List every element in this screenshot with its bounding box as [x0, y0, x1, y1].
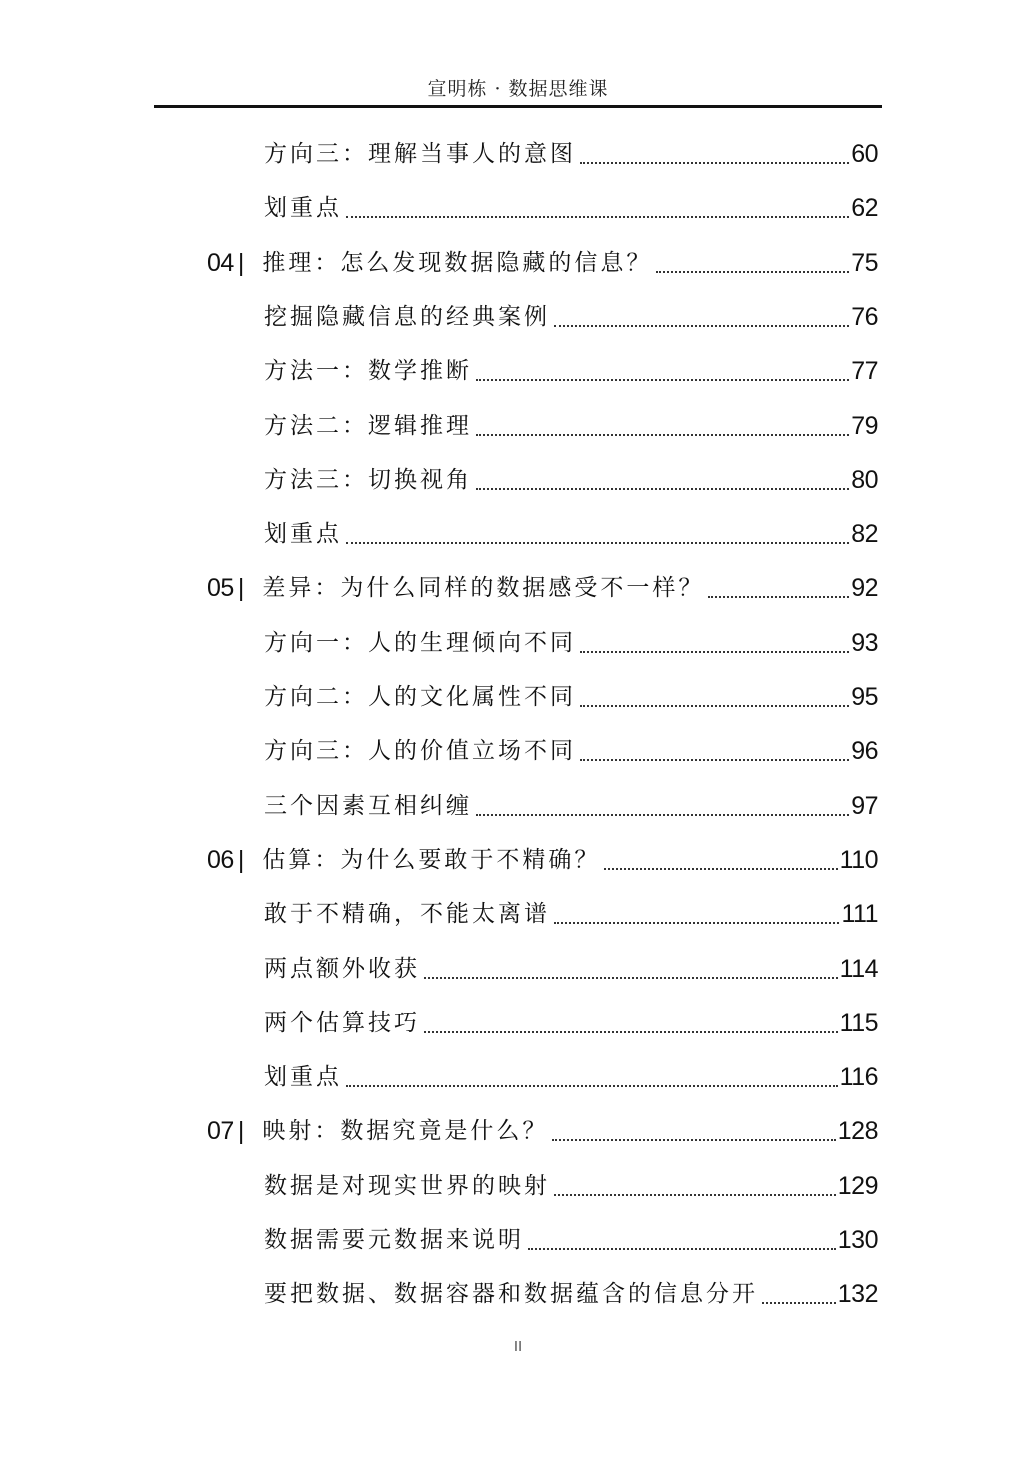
entry-page-number: 80 — [851, 465, 878, 494]
dot-leader — [346, 215, 849, 218]
dot-leader — [580, 758, 849, 761]
dot-leader — [424, 976, 838, 979]
entry-page-number: 96 — [851, 737, 878, 766]
toc-section-entry[interactable] — [264, 1001, 878, 1045]
chapter-number: 05 — [207, 574, 234, 603]
chapter-number: 04 — [207, 248, 234, 277]
dot-leader — [346, 541, 849, 544]
entry-title: 挖掘隐藏信息的经典案例 — [264, 303, 550, 330]
toc-section-entry[interactable] — [264, 458, 878, 502]
entry-title: 估算：为什么要敢于不精确？ — [262, 846, 601, 873]
dot-leader — [554, 921, 839, 924]
toc-section-entry[interactable] — [264, 1055, 878, 1099]
entry-page-number: 79 — [851, 411, 878, 440]
entry-title: 映射：数据究竟是什么？ — [262, 1118, 549, 1145]
toc-section-entry[interactable] — [264, 1272, 878, 1316]
toc-section-entry[interactable] — [264, 1218, 878, 1262]
dot-leader — [552, 1138, 835, 1141]
chapter-number: 06 — [207, 845, 234, 874]
toc-section-entry[interactable] — [264, 621, 878, 665]
dot-leader — [580, 161, 849, 164]
dot-leader — [762, 1301, 836, 1304]
dot-leader — [424, 1030, 838, 1033]
entry-title: 方法二：逻辑推理 — [264, 412, 472, 439]
entry-page-number: 115 — [839, 1008, 878, 1037]
entry-page-number: 97 — [851, 791, 878, 820]
toc-section-entry[interactable] — [264, 729, 878, 773]
toc-section-entry[interactable] — [264, 784, 878, 828]
entry-page-number: 128 — [837, 1117, 878, 1146]
toc-chapter-entry[interactable] — [207, 566, 878, 610]
entry-page-number: 110 — [839, 845, 878, 874]
dot-leader — [476, 487, 849, 490]
entry-title: 方向三：理解当事人的意图 — [264, 141, 576, 167]
toc-section-entry[interactable] — [264, 1164, 878, 1208]
toc-section-entry[interactable] — [264, 892, 878, 936]
toc-section-entry[interactable] — [264, 349, 878, 393]
dot-leader — [656, 270, 849, 273]
entry-title: 划重点 — [264, 521, 342, 548]
chapter-separator: | — [237, 845, 245, 874]
running-header: 宣明栋 · 数据思维课 — [427, 78, 609, 100]
entry-title: 要把数据、数据容器和数据蕴含的信息分开 — [264, 1281, 758, 1308]
entry-page-number: 116 — [839, 1063, 878, 1092]
header-rule — [154, 105, 882, 108]
chapter-separator: | — [237, 1117, 245, 1146]
dot-leader — [476, 378, 849, 381]
entry-title: 推理：怎么发现数据隐藏的信息？ — [262, 249, 653, 276]
entry-page-number: 111 — [841, 900, 878, 929]
toc-section-entry[interactable] — [264, 947, 878, 991]
entry-page-number: 82 — [851, 520, 878, 549]
toc-chapter-entry[interactable] — [207, 1109, 878, 1153]
entry-title: 划重点 — [264, 1064, 342, 1091]
toc-chapter-entry[interactable] — [207, 241, 878, 285]
toc-section-entry[interactable] — [264, 186, 878, 230]
dot-leader — [708, 595, 849, 598]
entry-page-number: 77 — [851, 357, 878, 386]
entry-title: 划重点 — [264, 195, 342, 222]
toc-section-entry[interactable] — [264, 295, 878, 339]
entry-page-number: 76 — [851, 302, 878, 331]
entry-title: 两个估算技巧 — [264, 1009, 420, 1036]
toc-section-entry[interactable] — [264, 132, 878, 176]
entry-title: 数据需要元数据来说明 — [264, 1227, 524, 1253]
chapter-number: 07 — [207, 1117, 234, 1146]
dot-leader — [554, 1193, 836, 1196]
dot-leader — [554, 324, 849, 327]
entry-title: 三个因素互相纠缠 — [264, 792, 472, 819]
chapter-separator: | — [237, 574, 245, 603]
entry-title: 方法一：数学推断 — [264, 358, 472, 385]
dot-leader — [580, 704, 849, 707]
entry-page-number: 60 — [851, 140, 878, 168]
entry-page-number: 129 — [837, 1171, 878, 1200]
entry-title: 方法三：切换视角 — [264, 466, 472, 493]
dot-leader — [580, 650, 849, 653]
entry-title: 方向二：人的文化属性不同 — [264, 684, 576, 710]
entry-page-number: 75 — [851, 248, 878, 277]
toc-section-entry[interactable] — [264, 512, 878, 556]
dot-leader — [476, 433, 849, 436]
entry-page-number: 62 — [851, 194, 878, 223]
dot-leader — [346, 1084, 838, 1087]
entry-title: 两点额外收获 — [264, 955, 420, 982]
entry-page-number: 130 — [837, 1226, 878, 1254]
entry-title: 数据是对现实世界的映射 — [264, 1172, 550, 1199]
entry-title: 方向一：人的生理倾向不同 — [264, 629, 576, 656]
toc-section-entry[interactable] — [264, 404, 878, 448]
entry-title: 差异：为什么同样的数据感受不一样？ — [262, 575, 705, 602]
entry-page-number: 132 — [837, 1280, 878, 1309]
dot-leader — [528, 1247, 836, 1250]
entry-title: 敢于不精确，不能太离谱 — [264, 901, 550, 928]
entry-page-number: 114 — [839, 954, 878, 983]
page-number: II — [513, 1338, 523, 1355]
entry-page-number: 95 — [851, 683, 878, 711]
chapter-separator: | — [237, 248, 245, 277]
entry-page-number: 93 — [851, 628, 878, 657]
toc-section-entry[interactable] — [264, 675, 878, 719]
dot-leader — [604, 867, 837, 870]
entry-title: 方向三：人的价值立场不同 — [264, 738, 576, 765]
entry-page-number: 92 — [851, 574, 878, 603]
dot-leader — [476, 813, 849, 816]
toc-chapter-entry[interactable] — [207, 838, 878, 882]
